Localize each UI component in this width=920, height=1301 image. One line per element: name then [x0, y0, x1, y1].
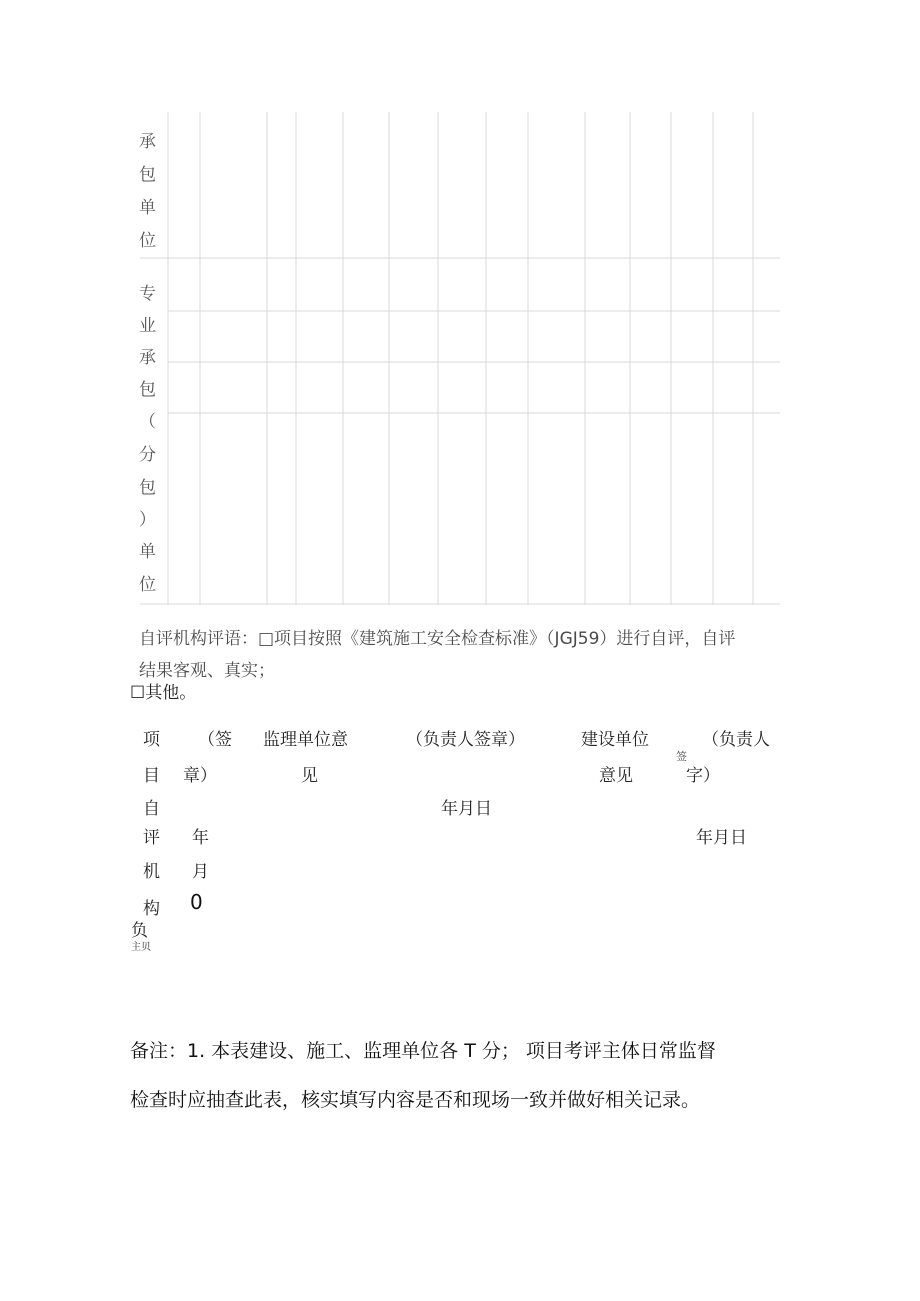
subcontractor-char: （ [139, 412, 156, 432]
project-date-month: 月 [192, 862, 209, 882]
supervision-opinion-label-top: 监理单位意 [263, 730, 348, 750]
project-date-year: 年 [192, 828, 209, 848]
contractor-char: 承 [139, 132, 156, 152]
project-label-char: 机 [143, 862, 160, 882]
horizontal-grid-lines [140, 258, 780, 604]
remark-line1: 备注：1. 本表建设、施工、监理单位各 T 分； 项目考评主体日常监督 [130, 1040, 716, 1062]
construction-sign-mid: 签 [676, 750, 687, 763]
project-label-char: 目 [143, 766, 160, 786]
project-label-char: 项 [143, 730, 160, 750]
subcontractor-char: 承 [139, 348, 156, 368]
contractor-char: 包 [139, 165, 156, 185]
project-label-small: 主贝 [131, 942, 151, 953]
evaluation-comment-line1: 自评机构评语：□项目按照《建筑施工安全检查标准》（JGJ59）进行自评，自评 [139, 629, 736, 649]
supervision-date: 年月日 [441, 799, 492, 819]
construction-date: 年月日 [696, 828, 747, 848]
evaluation-comment-line2: 结果客观、真实； [139, 661, 275, 681]
supervision-sign: （负责人签章） [406, 730, 525, 750]
remark-line2: 检查时应抽查此表，核实填写内容是否和现场一致并做好相关记录。 [130, 1089, 701, 1111]
subcontractor-char: 业 [139, 316, 156, 336]
subcontractor-char: 单 [139, 542, 156, 562]
project-label-char: 自 [143, 799, 160, 819]
construction-sign-top: （负责人 [702, 730, 770, 750]
vertical-grid-lines [168, 112, 753, 605]
project-label-char: 评 [143, 828, 160, 848]
project-label-char: 负 [131, 921, 148, 941]
contractor-char: 位 [139, 231, 156, 251]
project-date-day-value: 0 [190, 890, 203, 914]
subcontractor-char: 包 [139, 478, 156, 498]
subcontractor-char: 位 [139, 575, 156, 595]
subcontractor-char: ） [139, 510, 156, 530]
subcontractor-char: 分 [139, 445, 156, 465]
subcontractor-char: 专 [139, 284, 156, 304]
project-sign-bottom: 章） [183, 766, 217, 786]
contractor-char: 单 [139, 198, 156, 218]
other-checkbox-option[interactable]: ☐其他。 [130, 683, 197, 703]
construction-opinion-label-top: 建设单位 [581, 730, 649, 750]
project-sign-top: （签 [198, 730, 232, 750]
project-label-char: 构 [143, 899, 160, 919]
construction-opinion-label-bottom: 意见 [599, 766, 633, 786]
supervision-opinion-label-bottom: 见 [301, 766, 318, 786]
subcontractor-char: 包 [139, 380, 156, 400]
construction-sign-bottom: 字） [686, 766, 720, 786]
